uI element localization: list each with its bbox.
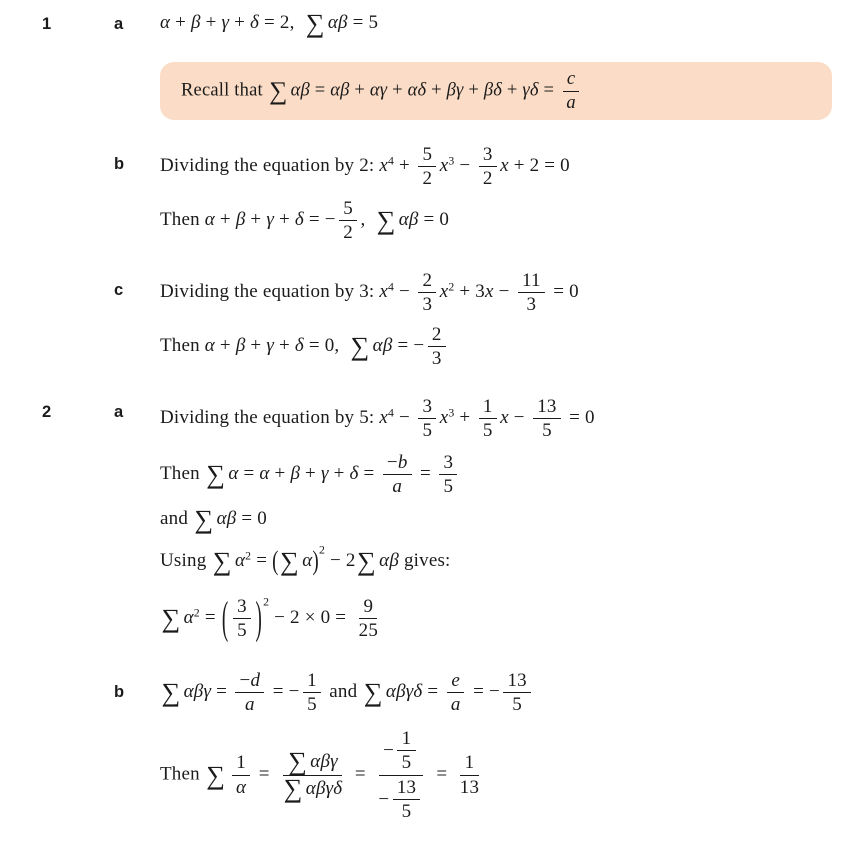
math-line-1c-1: Dividing the equation by 3: $x^4$ − $\frac{2}{3}$ $x^2 + 3x$ − $\frac{11}{3}$ = 0 [160,270,579,316]
math-line-2a-5: ∑ $\alpha^2$ = ( $\frac{3}{5}$ )$^2$ − 2 × 0 = $\frac{9}{25}$ [161,593,379,645]
part-2a-label: a [114,403,124,421]
part-1b-label: b [114,155,125,173]
math-line-1a: α + β + γ + δ = 2, ∑ αβ = 5 [160,9,379,39]
math-line-2a-4: Using ∑ $\alpha^2$ = (∑ α)$^2$ − 2∑ αβ gives: [160,543,451,577]
math-line-2b-2: Then ∑ $\frac{1}{\alpha}$ = ∑ αβγ ∑ αβγδ = − 1 5 − 13 5 = $\frac{1}{13}$ [160,728,480,822]
question-2-number: 2 [42,403,52,421]
math-line-1b-2: Then α + β + γ + δ = − $\frac{5}{2}$ , ∑ αβ = 0 [160,198,450,244]
recall-callout [160,62,832,120]
math-line-1c-2: Then α + β + γ + δ = 0, ∑ αβ = − $\frac{2}{3}$ [160,324,449,370]
math-line-2a-2: Then ∑ α = α + β + γ + δ = − b a = $\frac{3}{5}$ [160,452,461,498]
math-line-1b-1: Dividing the equation by 2: $x^4$ + $\frac{5}{2}$ $x^3$ − $\frac{3}{2}$ x + 2 = 0 [160,144,570,190]
part-1c-label: c [114,281,124,299]
question-1-number: 1 [42,15,52,33]
math-line-2a-3: and ∑ αβ = 0 [160,505,267,535]
math-line-2a-1: Dividing the equation by 5: $x^4$ − $\frac{3}{5}$ $x^3$ + $\frac{1}{5}$ x − $\frac{13}{5}$ = 0 [160,396,595,442]
recall-callout-text: Recall that ∑ αβ = αβ + αγ + αδ + βγ + βδ + γδ = $\frac{c}{a}$ [181,69,583,113]
math-line-2b-1: ∑ αβγ = − d a = − $\frac{1}{5}$ and ∑ αβγδ = $\frac{e}{a}$ = − $\frac{13}{5}$ [160,670,534,716]
part-2b-label: b [114,683,125,701]
part-1a-label: a [114,15,124,33]
